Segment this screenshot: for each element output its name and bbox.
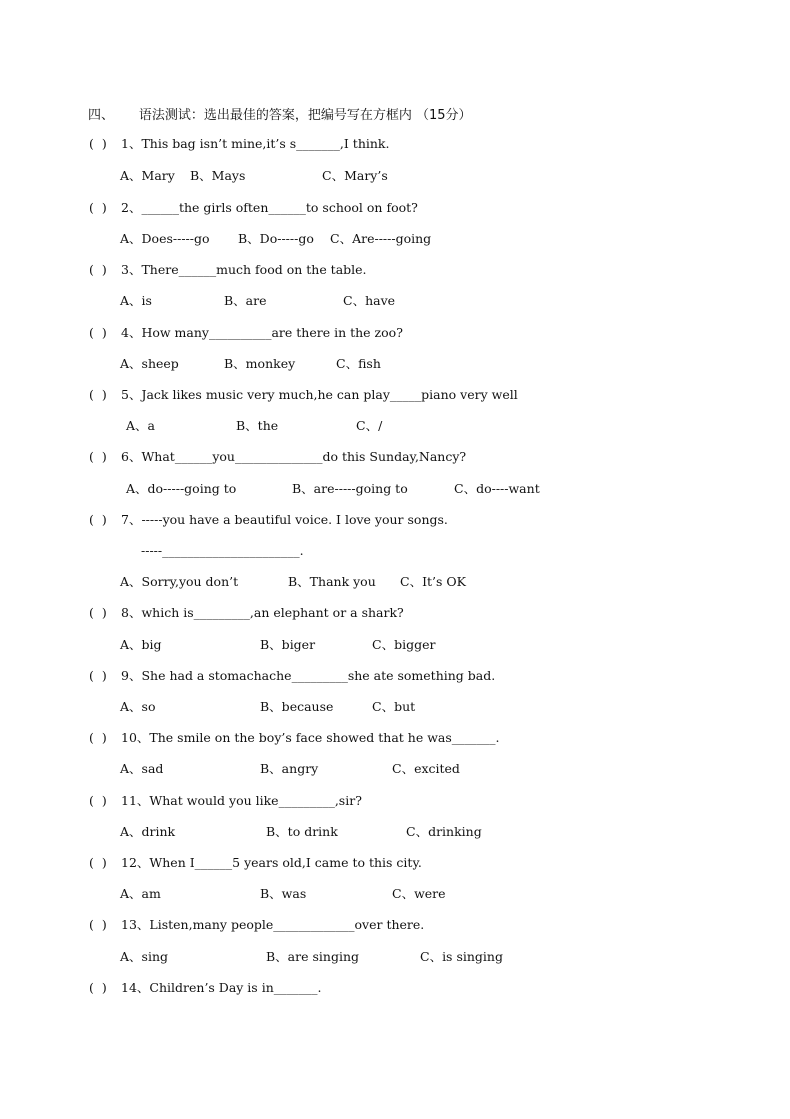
option-a[interactable]: A、am — [120, 886, 161, 901]
option-a[interactable]: A、sing — [120, 949, 168, 964]
option-a[interactable]: A、sheep — [120, 356, 179, 371]
options-row — [0, 355, 790, 373]
option-a[interactable]: A、a — [126, 418, 155, 433]
option-a[interactable]: A、sad — [120, 761, 164, 776]
option-c[interactable]: C、It’s OK — [400, 574, 466, 589]
question-stem: 13、Listen,many people_____________over there. — [121, 917, 425, 932]
options-row — [0, 230, 790, 248]
options-row — [0, 636, 790, 654]
answer-bracket[interactable]: ( ) — [89, 387, 107, 402]
option-c[interactable]: C、have — [343, 293, 396, 308]
answer-bracket[interactable]: ( ) — [89, 605, 107, 620]
option-b[interactable]: B、was — [260, 886, 307, 901]
option-b[interactable]: B、angry — [260, 761, 319, 776]
option-c[interactable]: C、drinking — [406, 824, 482, 839]
options-row — [0, 292, 790, 310]
option-a[interactable]: A、Mary — [120, 168, 175, 183]
question-9 — [0, 667, 790, 685]
question-stem: 8、which is_________,an elephant or a shark? — [121, 605, 404, 620]
section-title: 语法测试：选出最佳的答案，把编号写在方框内 （15分） — [138, 108, 472, 123]
question-6 — [0, 448, 790, 466]
options-row — [0, 823, 790, 841]
options-row — [0, 480, 790, 498]
answer-bracket[interactable]: ( ) — [89, 917, 107, 932]
option-b[interactable]: B、are singing — [266, 949, 359, 964]
question-2 — [0, 199, 790, 217]
option-c[interactable]: C、do----want — [454, 481, 540, 496]
option-b[interactable]: B、biger — [260, 637, 316, 652]
option-c[interactable]: C、is singing — [420, 949, 503, 964]
question-stem: 14、Children’s Day is in_______. — [121, 980, 322, 995]
answer-bracket[interactable]: ( ) — [89, 668, 107, 683]
question-10 — [0, 729, 790, 747]
options-row — [0, 760, 790, 778]
option-c[interactable]: C、Are-----going — [330, 231, 432, 246]
option-c[interactable]: C、bigger — [372, 637, 436, 652]
question-stem: 6、What______you______________do this Sunday,Nancy? — [121, 449, 467, 464]
question-continuation — [0, 542, 790, 560]
answer-bracket[interactable]: ( ) — [89, 200, 107, 215]
answer-bracket[interactable]: ( ) — [89, 449, 107, 464]
section-number: 四、 — [88, 108, 115, 123]
option-b[interactable]: B、monkey — [224, 356, 296, 371]
option-b[interactable]: B、are-----going to — [292, 481, 408, 496]
option-c[interactable]: C、Mary’s — [322, 168, 388, 183]
option-a[interactable]: A、drink — [120, 824, 176, 839]
answer-bracket[interactable]: ( ) — [89, 262, 107, 277]
question-3 — [0, 261, 790, 279]
continuation-text: -----______________________. — [141, 543, 304, 558]
option-b[interactable]: B、because — [260, 699, 334, 714]
options-row — [0, 417, 790, 435]
option-c[interactable]: C、were — [392, 886, 446, 901]
answer-bracket[interactable]: ( ) — [89, 980, 107, 995]
options-row — [0, 698, 790, 716]
option-c[interactable]: C、/ — [356, 418, 383, 433]
option-b[interactable]: B、to drink — [266, 824, 338, 839]
question-stem: 11、What would you like_________,sir? — [121, 793, 362, 808]
question-stem: 2、______the girls often______to school on foot? — [121, 200, 418, 215]
question-stem: 5、Jack likes music very much,he can play_____piano very well — [121, 387, 518, 402]
question-1 — [0, 135, 790, 153]
option-c[interactable]: C、excited — [392, 761, 460, 776]
answer-bracket[interactable]: ( ) — [89, 730, 107, 745]
question-8 — [0, 604, 790, 622]
option-a[interactable]: A、Sorry,you don’t — [120, 574, 239, 589]
question-13 — [0, 916, 790, 934]
question-stem: 1、This bag isn’t mine,it’s s_______,I think. — [121, 136, 390, 151]
options-row — [0, 885, 790, 903]
question-7 — [0, 511, 790, 529]
question-5 — [0, 386, 790, 404]
question-14 — [0, 979, 790, 997]
option-b[interactable]: B、are — [224, 293, 267, 308]
answer-bracket[interactable]: ( ) — [89, 512, 107, 527]
options-row — [0, 573, 790, 591]
answer-bracket[interactable]: ( ) — [89, 325, 107, 340]
option-c[interactable]: C、but — [372, 699, 416, 714]
section-heading — [88, 104, 748, 123]
question-stem: 12、When I______5 years old,I came to this city. — [121, 855, 422, 870]
option-a[interactable]: A、is — [120, 293, 152, 308]
question-12 — [0, 854, 790, 872]
option-b[interactable]: B、Do-----go — [238, 231, 314, 246]
options-row — [0, 167, 790, 185]
answer-bracket[interactable]: ( ) — [89, 136, 107, 151]
question-stem: 3、There______much food on the table. — [121, 262, 367, 277]
question-stem: 10、The smile on the boy’s face showed that he was_______. — [121, 730, 500, 745]
question-4 — [0, 324, 790, 342]
options-row — [0, 948, 790, 966]
question-stem: 7、-----you have a beautiful voice. I love your songs. — [121, 512, 448, 527]
option-a[interactable]: A、so — [120, 699, 156, 714]
option-a[interactable]: A、do-----going to — [126, 481, 237, 496]
option-a[interactable]: A、big — [120, 637, 162, 652]
question-stem: 9、She had a stomachache_________she ate something bad. — [121, 668, 496, 683]
question-stem: 4、How many__________are there in the zoo? — [121, 325, 403, 340]
option-b[interactable]: B、the — [236, 418, 279, 433]
option-c[interactable]: C、fish — [336, 356, 381, 371]
option-a[interactable]: A、Does-----go — [120, 231, 210, 246]
question-11 — [0, 792, 790, 810]
option-b[interactable]: B、Mays — [190, 168, 246, 183]
answer-bracket[interactable]: ( ) — [89, 855, 107, 870]
option-b[interactable]: B、Thank you — [288, 574, 376, 589]
answer-bracket[interactable]: ( ) — [89, 793, 107, 808]
